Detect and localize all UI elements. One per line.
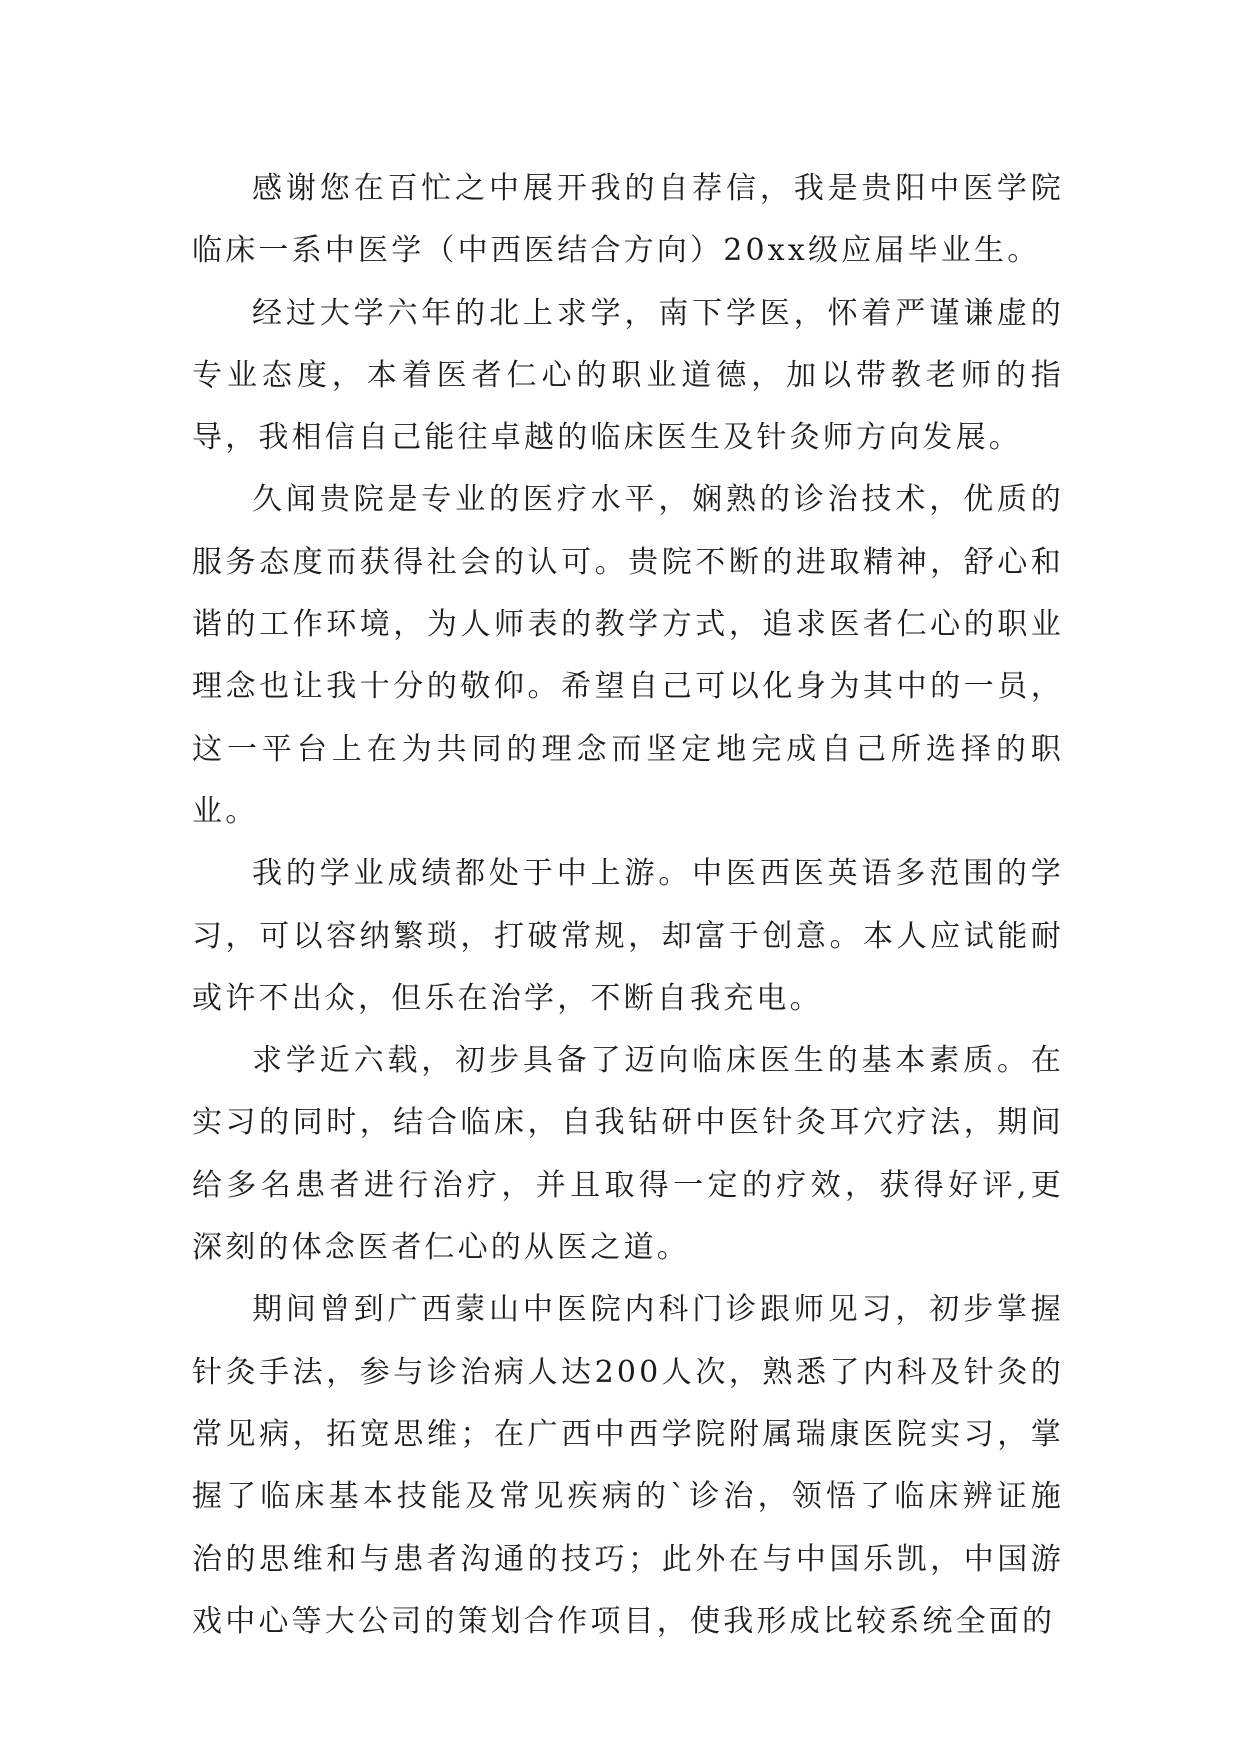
- paragraph-internship-experience: 期间曾到广西蒙山中医院内科门诊跟师见习，初步掌握针灸手法，参与诊治病人达200人次，熟悉了内科及针灸的常见病，拓宽思维；在广西中西学院附属瑞康医院实习，掌握了临床基本技能及常见疾病的`诊治，领悟了临床辨证施治的思维和与患者沟通的技巧；此外在与中国乐凯，中国游戏中心等大公司的策划合作项目，使我形成比较系统全面的: [192, 1292, 1064, 1639]
- paragraph-study-background: 经过大学六年的北上求学，南下学医，怀着严谨谦虚的专业态度，本着医者仁心的职业道德，加以带教老师的指导，我相信自己能往卓越的临床医生及针灸师方向发展。: [192, 295, 1064, 456]
- letter-body: [192, 158, 1064, 1653]
- paragraph-intro: 感谢您在百忙之中展开我的自荐信，我是贵阳中医学院临床一系中医学（中西医结合方向）20xx级应届毕业生。: [192, 171, 1064, 269]
- paragraph-hospital-praise: 久闻贵院是专业的医疗水平，娴熟的诊治技术，优质的服务态度而获得社会的认可。贵院不断的进取精神，舒心和谐的工作环境，为人师表的教学方式，追求医者仁心的职业理念也让我十分的敬仰。希望自己可以化身为其中的一员，这一平台上在为共同的理念而坚定地完成自己所选择的职业。: [192, 482, 1064, 829]
- paragraph-clinical-practice: 求学近六载，初步具备了迈向临床医生的基本素质。在实习的同时，结合临床，自我钻研中医针灸耳穴疗法，期间给多名患者进行治疗，并且取得一定的疗效，获得好评,更深刻的体念医者仁心的从医之道。: [192, 1043, 1064, 1266]
- paragraph-academic-record: 我的学业成绩都处于中上游。中医西医英语多范围的学习，可以容纳繁琐，打破常规，却富于创意。本人应试能耐或许不出众，但乐在治学，不断自我充电。: [192, 856, 1064, 1016]
